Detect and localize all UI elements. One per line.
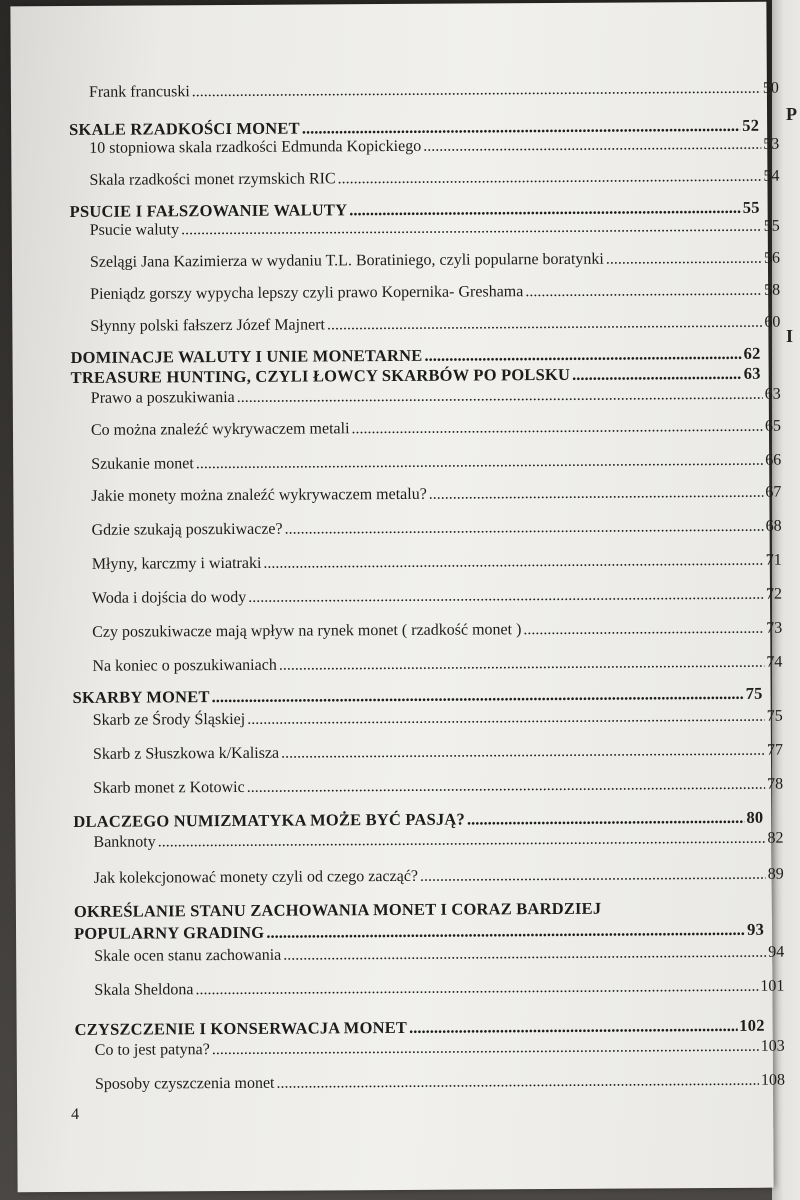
toc-subentry — [69, 168, 779, 190]
toc-page-number: 52 — [742, 115, 760, 135]
toc-subentry — [75, 1072, 785, 1094]
toc-subentry — [73, 742, 783, 764]
toc-section-entry — [75, 1016, 765, 1040]
dot-leader — [327, 314, 762, 335]
toc-entry-title: Sposoby czyszczenia monet — [94, 1074, 275, 1093]
toc-subentry — [70, 218, 780, 240]
toc-entry-title: Psucie waluty — [89, 221, 180, 239]
facing-page-fragment: P — [786, 104, 797, 124]
book-page — [10, 2, 786, 1193]
toc-entry-title: Skala rzadkości monet rzymskich RIC — [89, 170, 336, 189]
toc-subentry — [72, 552, 782, 574]
toc-subentry — [70, 250, 780, 272]
toc-page-number: 53 — [763, 135, 780, 153]
toc-page-number: 63 — [764, 385, 781, 403]
toc-entry-title: CZYSZCZENIE I KONSERWACJA MONET — [74, 1017, 408, 1039]
toc-page-number: 58 — [764, 281, 781, 299]
dot-leader — [429, 484, 764, 504]
toc-entry-title: Skarb z Słuszkowa k/Kalisza — [92, 744, 280, 763]
dot-leader — [349, 198, 741, 220]
toc-page-number: 63 — [743, 363, 761, 383]
toc-page-number: 55 — [742, 197, 760, 217]
toc-subentry — [72, 654, 782, 676]
toc-entry-title: Pieniądz gorszy wypycha lepszy czyli prawo Kopernika- Greshama — [90, 283, 524, 303]
dot-leader — [281, 742, 765, 763]
toc-page-number: 89 — [767, 865, 784, 883]
toc-heading-text: OKREŚLANIE STANU ZACHOWANIA MONET I CORAZ BARDZIEJ — [73, 898, 602, 921]
toc-subentry — [74, 866, 784, 888]
toc-page-number: 62 — [743, 343, 761, 363]
page-number: 4 — [71, 1105, 80, 1123]
toc-subentry — [71, 418, 781, 440]
toc-subentry — [72, 518, 782, 540]
toc-subentry — [69, 80, 779, 102]
dot-leader — [302, 116, 741, 139]
toc-page-number: 66 — [765, 451, 782, 469]
toc-entry-title: Gdzie szukają poszukiwacze? — [91, 520, 283, 539]
toc-subentry — [73, 776, 783, 798]
toc-entry-title: SKARBY MONET — [72, 687, 210, 707]
toc-page-number: 103 — [760, 1037, 785, 1055]
toc-page-number: 55 — [763, 217, 780, 235]
toc-page-number: 73 — [766, 619, 783, 637]
dot-leader — [195, 978, 758, 999]
dot-leader — [266, 920, 745, 943]
dot-leader — [523, 620, 764, 639]
toc-page-number: 50 — [762, 79, 779, 97]
dot-leader — [248, 586, 764, 607]
dot-leader — [192, 80, 761, 101]
toc-entry-title: Jakie monety można znaleźć wykrywaczem metalu? — [91, 485, 427, 505]
toc-page-number: 67 — [765, 483, 782, 501]
toc-subentry — [70, 282, 780, 304]
toc-entry-title: Frank francuski — [88, 83, 190, 101]
toc-page-number: 82 — [767, 829, 784, 847]
toc-page-number: 94 — [768, 943, 785, 961]
toc-entry-title: Słynny polski fałszerz Józef Majnert — [90, 316, 325, 335]
toc-section-heading — [74, 898, 764, 922]
toc-entry-title: Woda i dojścia do wody — [91, 588, 247, 607]
toc-entry-title: Co to jest patyna? — [94, 1041, 210, 1059]
toc-entry-title: POPULARNY GRADING — [73, 922, 265, 943]
dot-leader — [276, 1072, 759, 1093]
dot-leader — [424, 344, 741, 366]
toc-subentry — [73, 708, 783, 730]
toc-subentry — [71, 452, 781, 474]
toc-entry-title: Skarb monet z Kotowic — [93, 778, 245, 797]
dot-leader — [423, 136, 761, 156]
dot-leader — [181, 218, 762, 240]
dot-leader — [525, 282, 762, 301]
toc-entry-title: TREASURE HUNTING, CZYLI ŁOWCY SKARBÓW PO POLSKU — [70, 364, 571, 387]
toc-entry-title: Szelągi Jana Kazimierza w wydaniu T.L. Boratiniego, czyli popularne boratynki — [89, 250, 604, 271]
toc-entry-title: PSUCIE I FAŁSZOWANIE WALUTY — [69, 200, 348, 221]
toc-entry-title: Szukanie monet — [91, 455, 194, 473]
toc-section-entry — [71, 364, 761, 388]
dot-leader — [279, 654, 765, 675]
dot-leader — [247, 776, 766, 797]
toc-entry-title: Młyny, karczmy i wiatraki — [91, 554, 262, 573]
toc-entry-title: Skala Sheldona — [94, 981, 194, 999]
dot-leader — [237, 386, 763, 407]
toc-page-number: 60 — [764, 313, 781, 331]
toc-page-number: 71 — [765, 551, 782, 569]
toc-page-number: 102 — [739, 1015, 765, 1035]
toc-subentry — [72, 620, 782, 642]
toc-subentry — [73, 830, 783, 852]
toc-page-number: 74 — [766, 653, 783, 671]
toc-subentry — [70, 314, 780, 336]
dot-leader — [572, 364, 742, 385]
dot-leader — [263, 552, 764, 573]
dot-leader — [420, 866, 766, 886]
toc-page-number: 78 — [767, 775, 784, 793]
toc-subentry — [69, 136, 779, 158]
dot-leader — [283, 944, 766, 965]
toc-section-entry — [73, 684, 763, 708]
toc-page-number: 72 — [765, 585, 783, 603]
toc-entry-title: SKALE RZADKOŚCI MONET — [69, 118, 300, 139]
dot-leader — [467, 808, 745, 830]
dot-leader — [212, 1038, 759, 1059]
toc-page-number: 101 — [760, 977, 785, 995]
toc-entry-title: Czy poszukiwacze mają wpływ na rynek monet ( rzadkość monet ) — [92, 621, 522, 641]
toc-entry-title: DOMINACJE WALUTY I UNIE MONETARNE — [70, 345, 423, 367]
toc-entry-title: Na koniec o poszukiwaniach — [92, 656, 277, 675]
toc-entry-title: Co można znaleźć wykrywaczem metali — [90, 420, 350, 439]
toc-page-number: 56 — [763, 249, 780, 267]
table-of-contents — [69, 79, 786, 1093]
toc-page-number: 68 — [765, 517, 782, 535]
toc-entry-title: 10 stopniowa skala rzadkości Edmunda Kopickiego — [89, 137, 422, 157]
toc-subentry — [74, 944, 784, 966]
dot-leader — [196, 452, 763, 473]
toc-section-entry — [74, 920, 764, 944]
dot-leader — [247, 708, 765, 729]
toc-entry-title: Skale ocen stanu zachowania — [94, 946, 282, 965]
toc-entry-title: Skarb ze Środy Śląskiej — [92, 710, 246, 729]
toc-subentry — [74, 978, 784, 1000]
facing-page-fragment: I — [786, 326, 794, 346]
dot-leader — [351, 418, 763, 439]
toc-entry-title: Banknoty — [93, 833, 156, 851]
toc-page-number: 77 — [766, 741, 783, 759]
toc-section-entry — [73, 808, 763, 832]
toc-entry-title: Jak kolekcjonować monety czyli od czego zacząć? — [93, 867, 419, 887]
toc-page-number: 75 — [766, 707, 783, 725]
toc-page-number: 65 — [764, 417, 782, 435]
toc-entry-title: Prawo a poszukiwania — [90, 388, 235, 407]
dot-leader — [409, 1016, 737, 1038]
toc-page-number: 75 — [745, 683, 763, 703]
toc-page-number: 54 — [763, 167, 780, 185]
toc-page-number: 93 — [747, 919, 765, 939]
toc-subentry — [72, 586, 782, 608]
toc-subentry — [71, 386, 781, 408]
toc-subentry — [71, 484, 781, 506]
dot-leader — [212, 684, 744, 707]
dot-leader — [338, 168, 762, 189]
dot-leader — [158, 830, 766, 852]
toc-page-number: 108 — [760, 1071, 786, 1089]
toc-page-number: 80 — [746, 807, 764, 827]
dot-leader — [285, 518, 764, 539]
dot-leader — [606, 250, 762, 269]
toc-subentry — [75, 1038, 785, 1060]
toc-entry-title: DLACZEGO NUMIZMATYKA MOŻE BYĆ PASJĄ? — [73, 809, 466, 831]
